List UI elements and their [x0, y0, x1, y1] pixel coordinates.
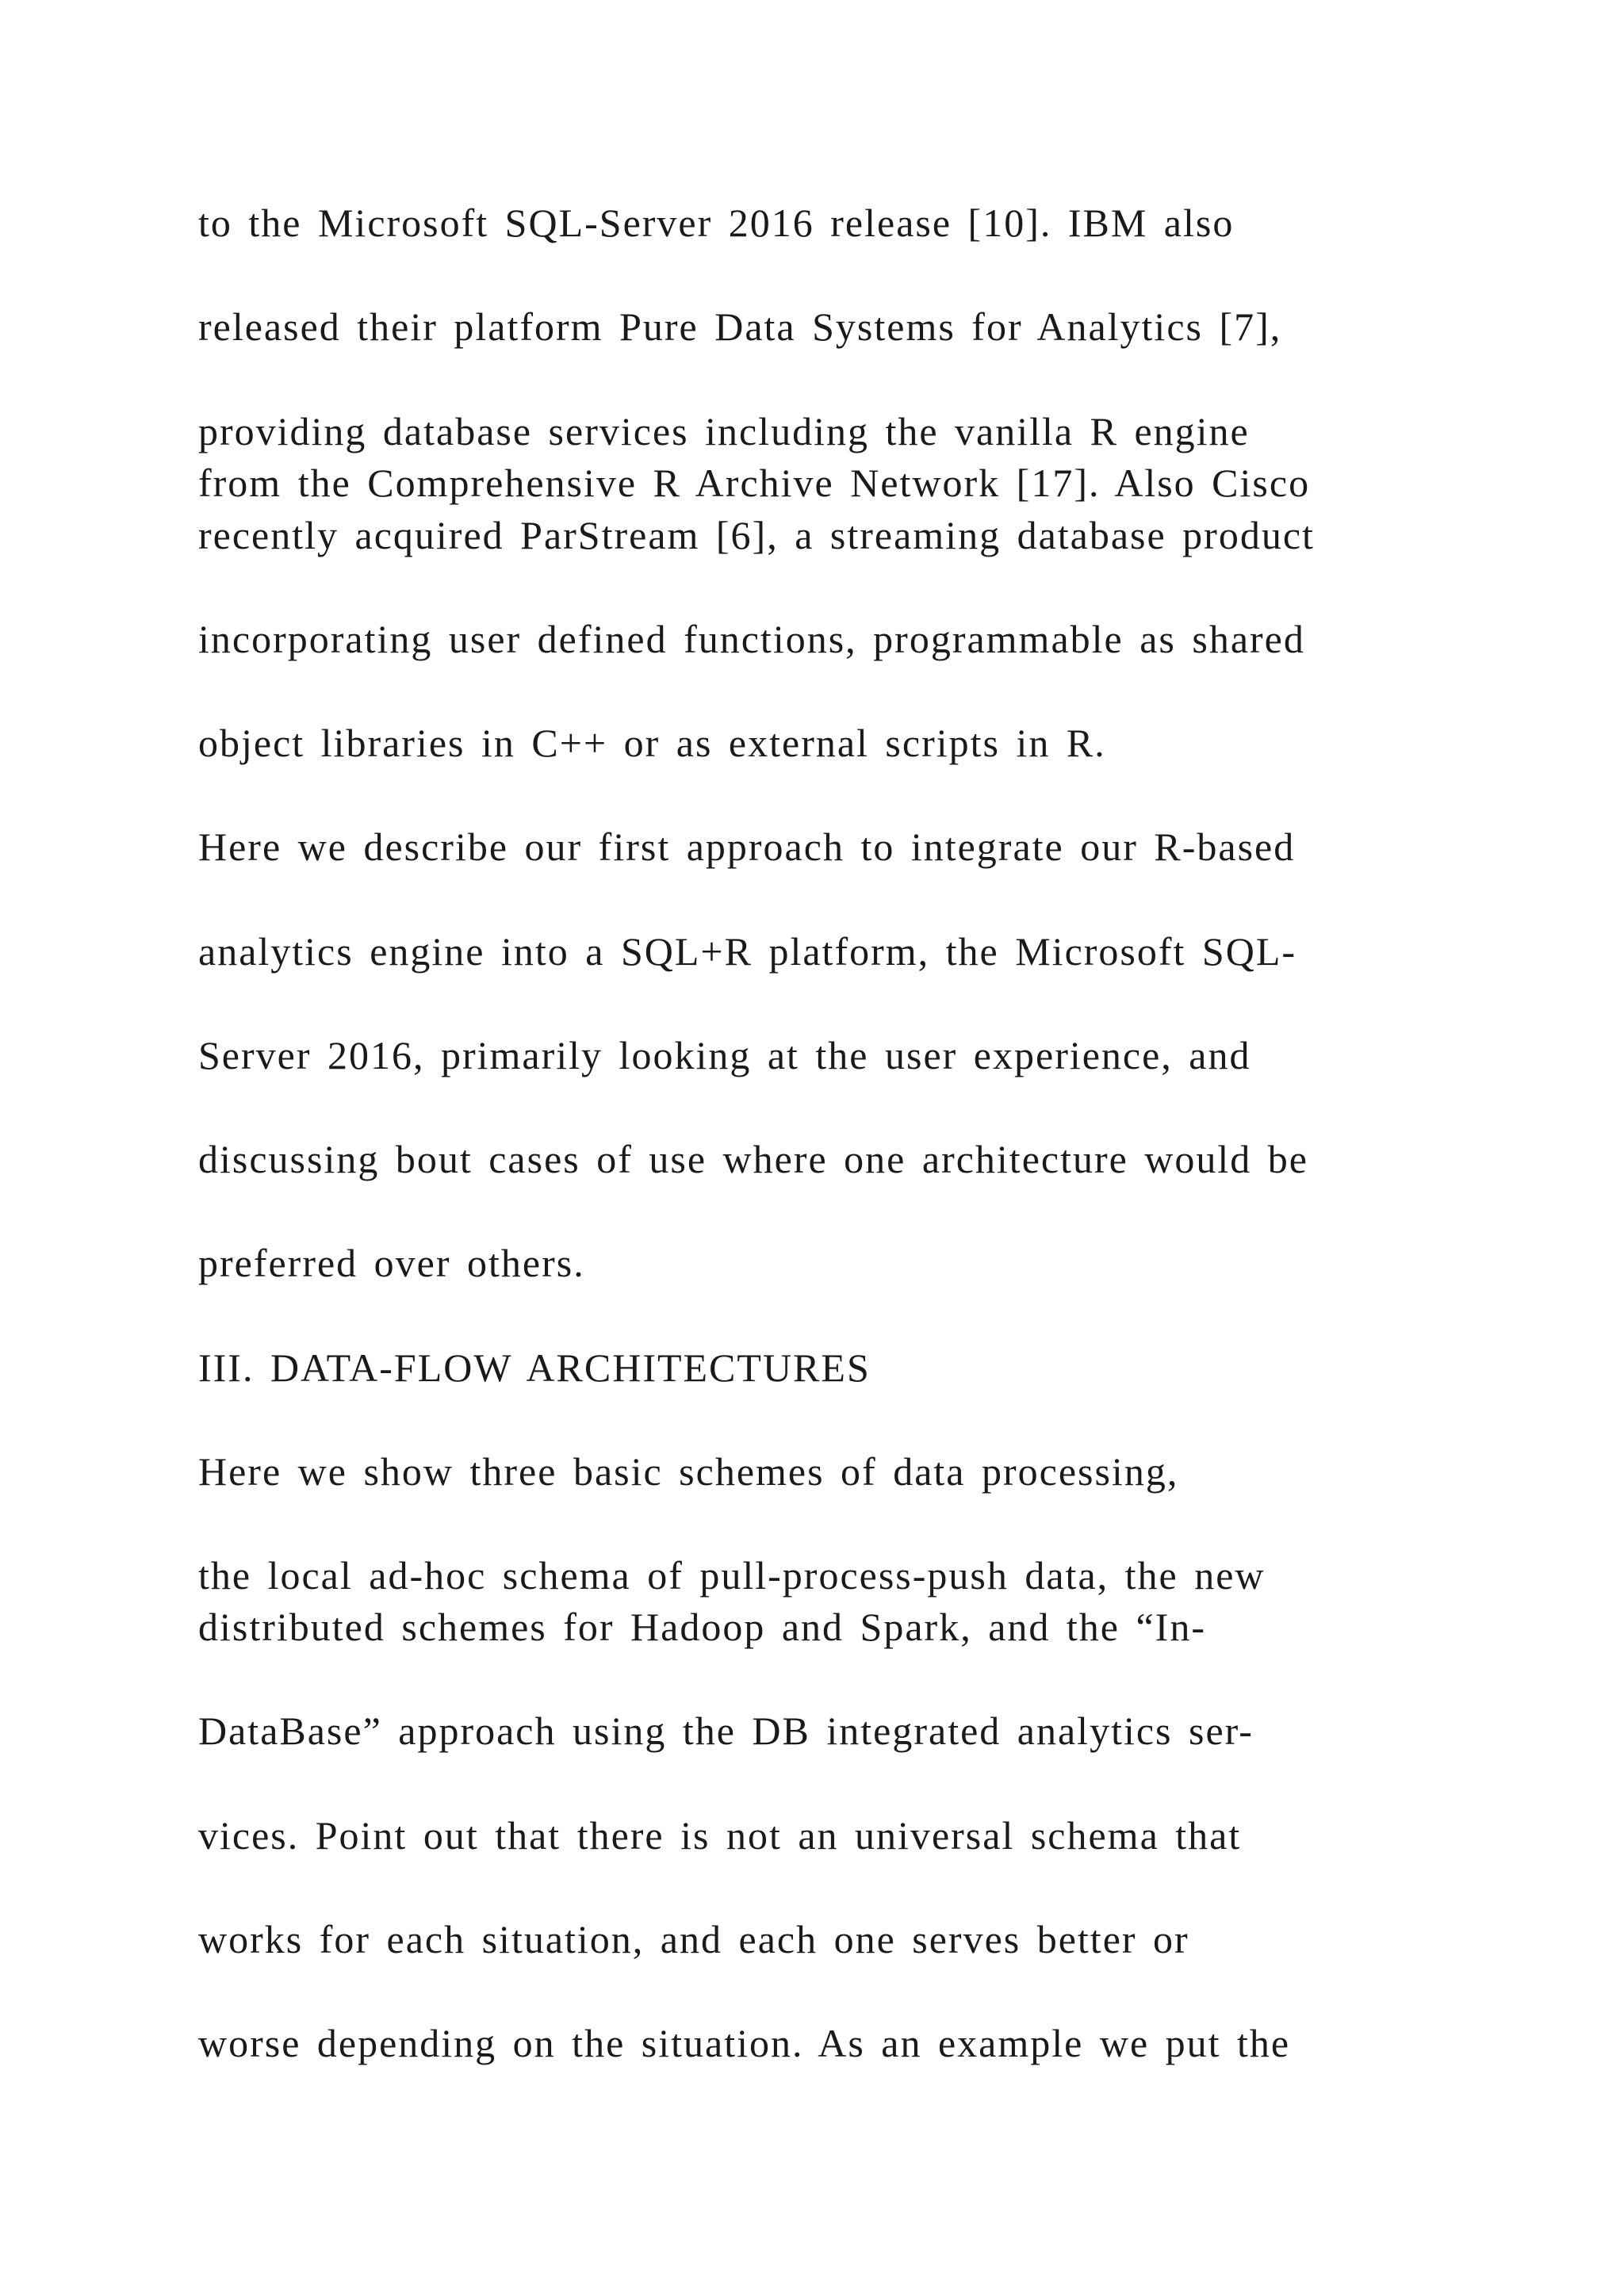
text-line: incorporating user defined functions, programmable as shared [198, 617, 1305, 661]
text-line: worse depending on the situation. As an example we put the [198, 2021, 1291, 2065]
text-line: distributed schemes for Hadoop and Spark, and the “In- [198, 1605, 1206, 1649]
section-heading: III. DATA-FLOW ARCHITECTURES [198, 1345, 871, 1390]
text-line: works for each situation, and each one serves better or [198, 1917, 1189, 1961]
text-line: recently acquired ParStream [6], a streaming database product [198, 513, 1315, 557]
text-line: to the Microsoft SQL-Server 2016 release [10]. IBM also [198, 201, 1235, 245]
text-line: discussing bout cases of use where one architecture would be [198, 1137, 1309, 1181]
text-line: preferred over others. [198, 1241, 585, 1285]
text-line: analytics engine into a SQL+R platform, the Microsoft SQL- [198, 929, 1297, 974]
text-line: object libraries in C++ or as external scripts in R. [198, 721, 1106, 765]
text-line: Here we show three basic schemes of data processing, [198, 1449, 1179, 1494]
text-line: the local ad-hoc schema of pull-process-push data, the new [198, 1553, 1266, 1598]
text-line: released their platform Pure Data Systems for Analytics [7], [198, 304, 1282, 349]
text-line: DataBase” approach using the DB integrated analytics ser- [198, 1709, 1254, 1753]
text-line: vices. Point out that there is not an universal schema that [198, 1813, 1242, 1858]
text-line: Server 2016, primarily looking at the user experience, and [198, 1033, 1251, 1077]
text-line: from the Comprehensive R Archive Network [17]. Also Cisco [198, 461, 1311, 505]
text-line: providing database services including the vanilla R engine [198, 409, 1250, 453]
text-line: Here we describe our first approach to integrate our R-based [198, 825, 1296, 869]
